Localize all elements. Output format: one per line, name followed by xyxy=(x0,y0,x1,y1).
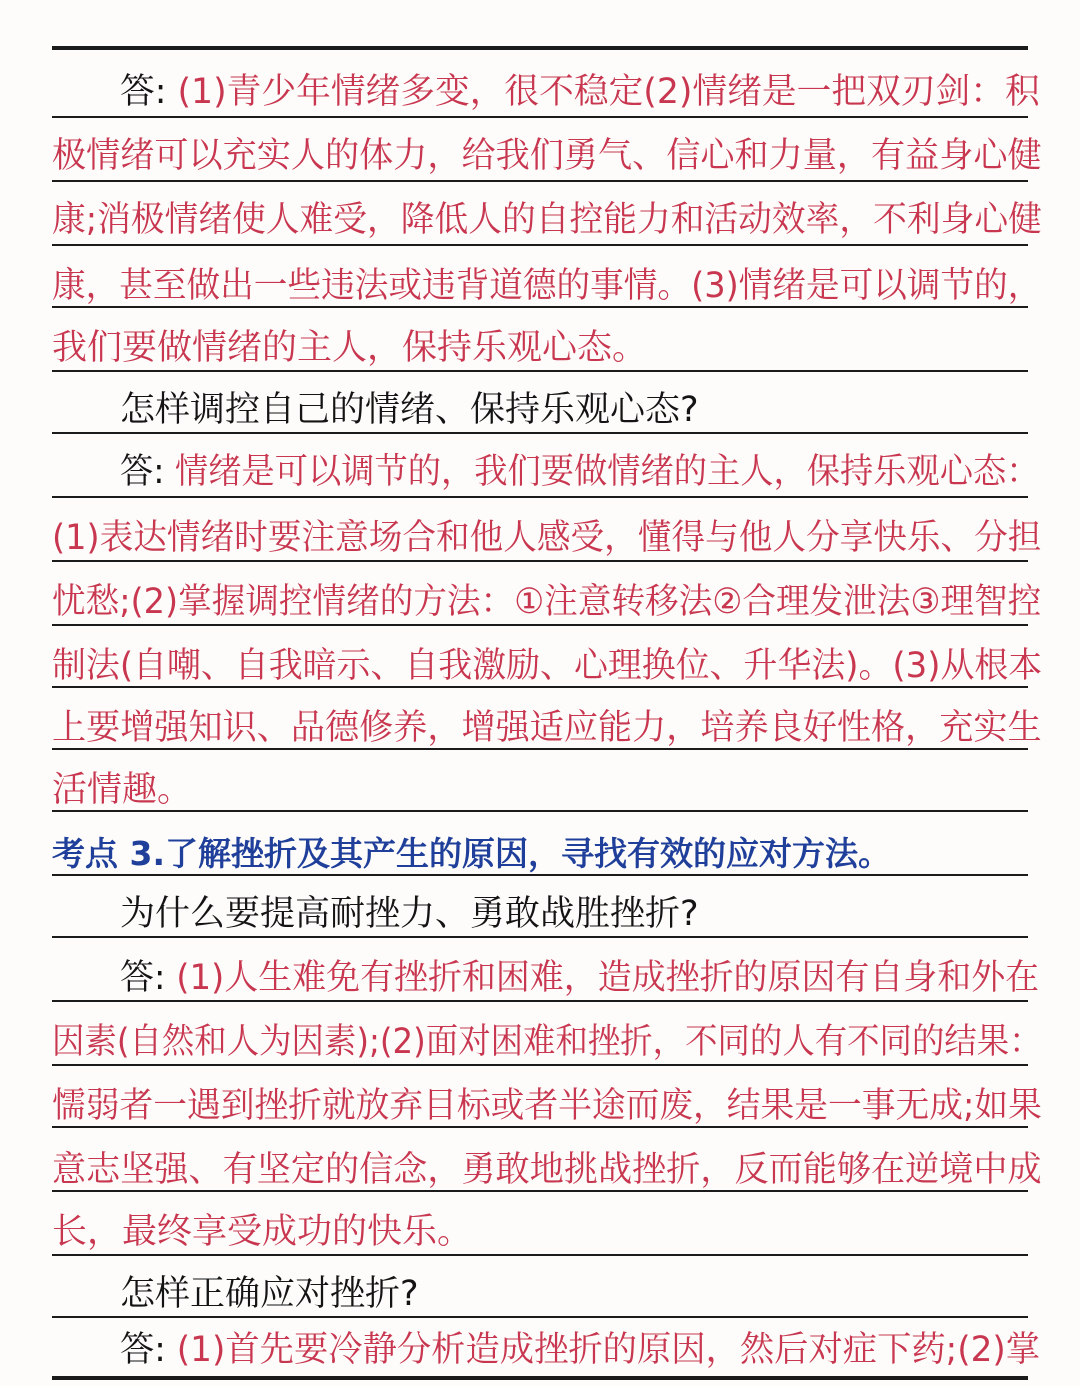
ruled-line xyxy=(52,116,1028,118)
ruled-line xyxy=(52,624,1028,626)
answer-line xyxy=(120,1318,1041,1382)
ruled-line xyxy=(52,748,1028,750)
ruled-line xyxy=(52,1126,1028,1128)
section-heading: 考点 3.了解挫折及其产生的原因，寻找有效的应对方法。 xyxy=(52,834,891,873)
answer-text: 情绪是可以调节的，我们要做情绪的主人，保持乐观心态： xyxy=(175,452,1040,492)
ruled-line xyxy=(52,686,1028,688)
answer-line: 意志坚强、有坚定的信念，勇敢地挑战挫折，反而能够在逆境中成 xyxy=(52,1150,1042,1190)
ruled-line xyxy=(52,810,1028,812)
top-border-rule xyxy=(52,46,1028,50)
answer-line: 长，最终享受成功的快乐。 xyxy=(52,1212,473,1252)
ruled-line xyxy=(52,180,1028,182)
answer-text: (1)人生难免有挫折和困难，造成挫折的原因有自身和外在 xyxy=(176,958,1040,998)
ruled-line xyxy=(52,432,1028,434)
answer-line: 康，甚至做出一些违法或违背道德的事情。(3)情绪是可以调节的， xyxy=(52,266,1042,306)
ruled-line xyxy=(52,1254,1028,1256)
question-line: 为什么要提高耐挫力、勇敢战胜挫折? xyxy=(120,894,699,934)
answer-line: 忧愁;(2)掌握调控情绪的方法：①注意转移法②合理发泄法③理智控 xyxy=(52,582,1042,622)
question-line: 怎样正确应对挫折? xyxy=(120,1274,419,1314)
answer-line: 因素(自然和人为因素);(2)面对困难和挫折，不同的人有不同的结果： xyxy=(52,1022,1042,1062)
answer-line: 活情趣。 xyxy=(52,770,193,810)
ruled-line xyxy=(52,244,1028,246)
question-line: 怎样调控自己的情绪、保持乐观心态? xyxy=(120,390,699,430)
answer-line: 我们要做情绪的主人，保持乐观心态。 xyxy=(52,328,648,368)
answer-line: 懦弱者一遇到挫折就放弃目标或者半途而废，结果是一事无成;如果 xyxy=(52,1086,1042,1126)
ruled-line xyxy=(52,1064,1028,1066)
answer-line: (1)表达情绪时要注意场合和他人感受，懂得与他人分享快乐、分担 xyxy=(52,518,1042,558)
ruled-line xyxy=(52,936,1028,938)
ruled-line xyxy=(52,874,1028,876)
answer-line: 上要增强知识、品德修养，增强适应能力，培养良好性格，充实生 xyxy=(52,708,1042,748)
answer-text: (1)首先要冷静分析造成挫折的原因，然后对症下药;(2)掌 xyxy=(176,1330,1041,1370)
answer-line: 极情绪可以充实人的体力，给我们勇气、信心和力量，有益身心健 xyxy=(52,136,1042,176)
ruled-line xyxy=(52,1190,1028,1192)
ruled-line xyxy=(52,1000,1028,1002)
answer-label: 答: xyxy=(120,452,165,492)
answer-line xyxy=(120,440,1040,504)
answer-label: 答: xyxy=(120,1330,166,1370)
answer-label: 答: xyxy=(120,72,167,112)
ruled-line xyxy=(52,560,1028,562)
answer-label: 答: xyxy=(120,958,166,998)
answer-line: 康;消极情绪使人难受，降低人的自控能力和活动效率，不利身心健 xyxy=(52,200,1042,240)
ruled-line xyxy=(52,306,1028,308)
answer-text: (1)青少年情绪多变，很不稳定(2)情绪是一把双刃剑：积 xyxy=(177,72,1040,112)
ruled-line xyxy=(52,496,1028,498)
ruled-line xyxy=(52,370,1028,372)
answer-line xyxy=(120,60,1040,124)
answer-line: 制法(自嘲、自我暗示、自我激励、心理换位、升华法)。(3)从根本 xyxy=(52,646,1043,686)
bottom-border-rule xyxy=(52,1376,1028,1380)
